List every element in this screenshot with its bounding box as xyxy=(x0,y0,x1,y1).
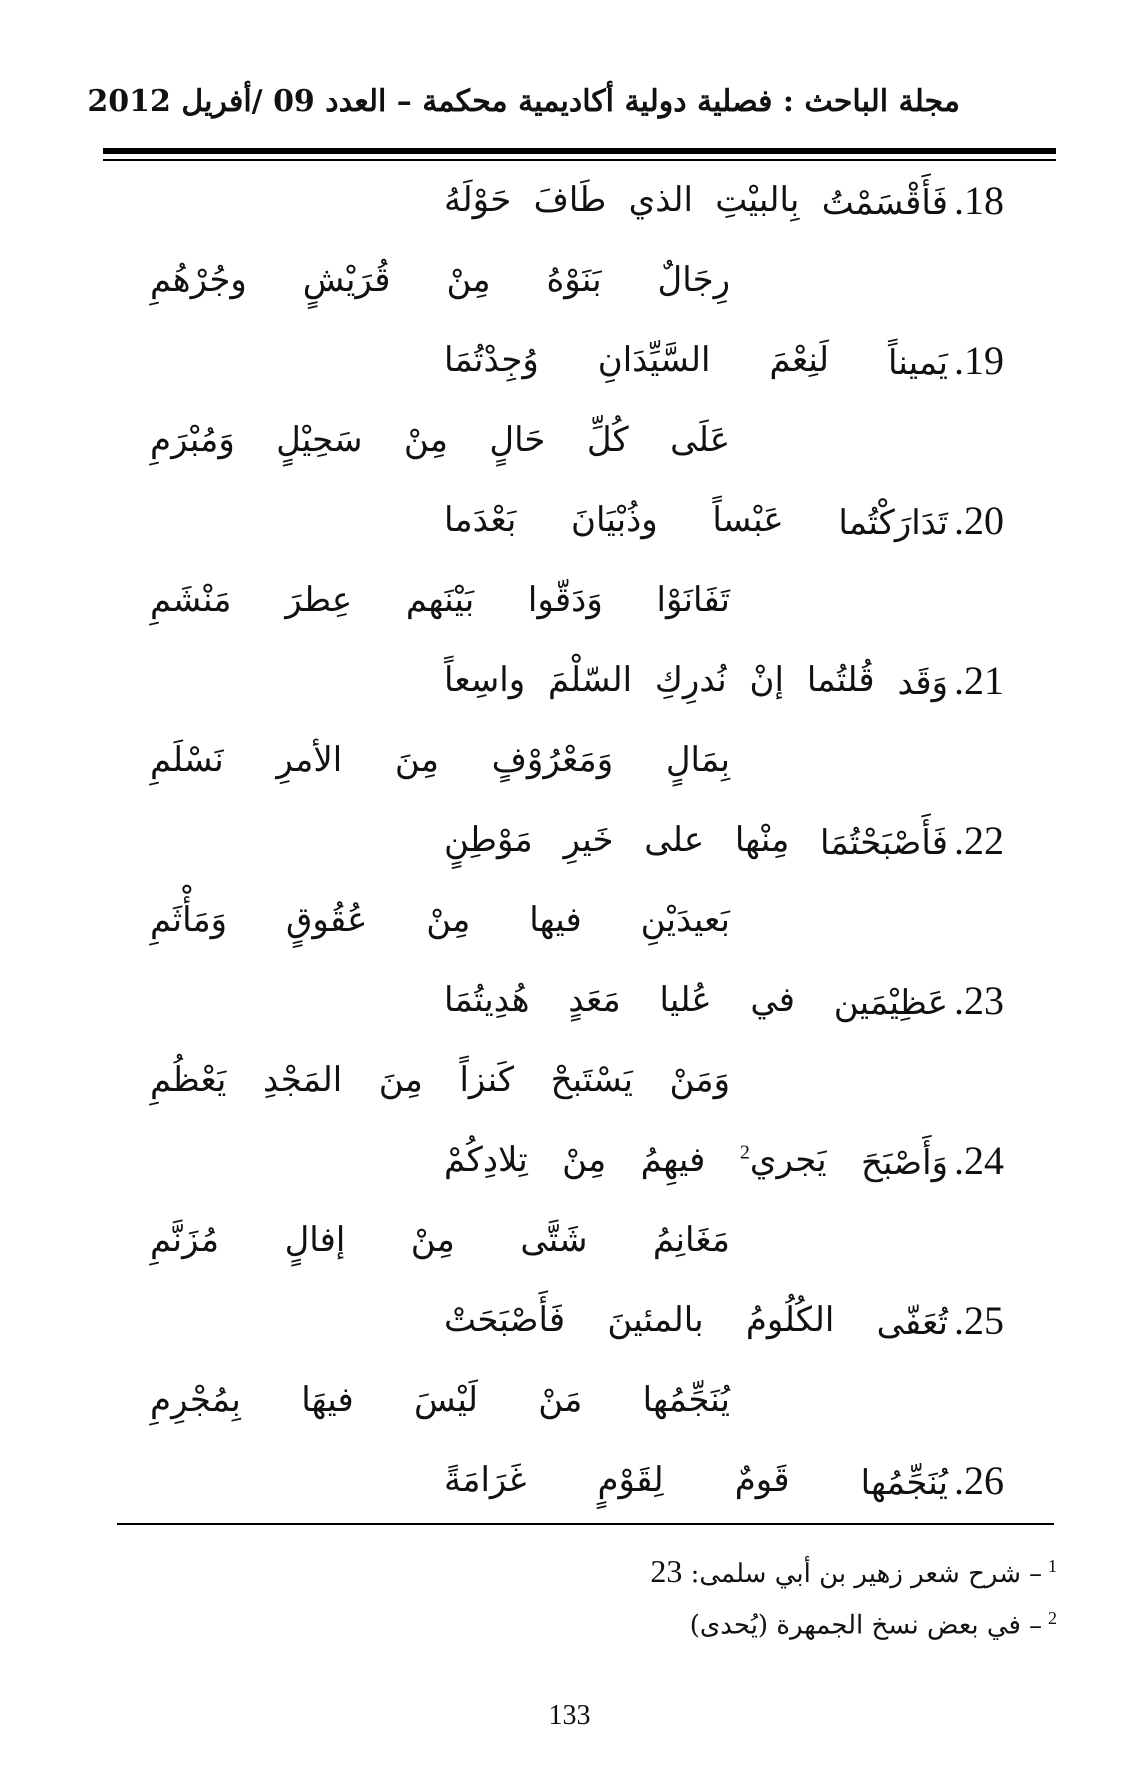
verse-word: سَحِيْلٍ xyxy=(276,420,363,460)
verse-word: يَجري xyxy=(749,1140,827,1180)
verse-word: تَفَانَوْا xyxy=(656,580,730,620)
verse-start xyxy=(861,1457,1004,1504)
verse-word: عَبْساً xyxy=(712,500,784,540)
verse-first-hemistich xyxy=(444,1440,1004,1520)
verse-word: قُلتُما xyxy=(806,660,875,700)
verse-word: تِلادِكُمْ xyxy=(444,1140,528,1180)
header-rule-thick xyxy=(103,148,1056,154)
verse-word: لِقَوْمٍ xyxy=(597,1460,664,1500)
verse-word: وَمَعْرُوْفٍ xyxy=(491,740,614,780)
verse-word: واسِعاً xyxy=(444,660,526,700)
page-number: 133 xyxy=(548,1700,591,1731)
verse-word: عِطرَ xyxy=(285,580,353,620)
footnote-marker: 2 xyxy=(1048,1608,1057,1628)
footnote-separator xyxy=(117,1523,1054,1525)
verse-word: بَعيدَيْنِ xyxy=(640,900,730,940)
verse-start xyxy=(834,977,1004,1024)
verse-word: وَمُبْرَمِ xyxy=(150,420,235,460)
verse-word: مِنْ xyxy=(446,260,491,300)
verse-word: مِنَ xyxy=(378,1060,423,1100)
verse-first-hemistich xyxy=(444,480,1004,560)
verse-first-hemistich xyxy=(444,1280,1004,1360)
verse-word: خَيرِ xyxy=(563,820,614,860)
verse-word: السَّيِّدَانِ xyxy=(597,340,711,380)
verse-word: مِنَ xyxy=(394,740,439,780)
verse-word: وَأَصْبَحَ xyxy=(861,1142,948,1183)
verse-word: على xyxy=(644,820,705,860)
footnote-text: شرح شعر زهير بن أبي سلمى: xyxy=(690,1559,1021,1589)
verse-word: وَقَد xyxy=(897,662,948,703)
verse-word: مَغَانِمُ xyxy=(652,1220,730,1260)
verse-word: وُجِدْتُمَا xyxy=(444,340,539,380)
verse-word: مِنْ xyxy=(403,420,448,460)
verse-word: مِنْ xyxy=(562,1140,607,1180)
verse-word: المَجْدِ xyxy=(262,1060,343,1100)
verse-word: عَظِيْمَين xyxy=(833,982,948,1023)
footnote-1: $^1$–شرح شعر زهير بن أبي سلمى: 23 xyxy=(650,1553,1057,1589)
verse-word: حَوْلَهُ xyxy=(444,180,512,220)
verse-number: 21. xyxy=(954,657,1004,703)
verse-second-hemistich xyxy=(150,1040,730,1120)
verse-start xyxy=(822,177,1004,224)
verse-start xyxy=(897,657,1004,704)
verse-word: بَعْدَما xyxy=(444,500,517,540)
footnote-reference: 2 xyxy=(739,1141,750,1164)
verse-word: يُنَجِّمُها xyxy=(642,1380,730,1420)
verse-word: إنْ xyxy=(749,660,784,700)
verse-number: 20. xyxy=(954,497,1004,543)
verse-word: السّلْمَ xyxy=(548,660,633,700)
verse-first-hemistich xyxy=(444,1120,1004,1200)
verse-second-hemistich xyxy=(150,400,730,480)
verse-first-hemistich xyxy=(444,640,1004,720)
verse-number: 25. xyxy=(954,1297,1004,1343)
verse-word: بِمَالٍ xyxy=(665,740,730,780)
verse-word: شَتَّى xyxy=(520,1220,588,1260)
verse-word: رِجَالٌ xyxy=(657,260,730,300)
verse-word: كَنزاً xyxy=(459,1060,515,1100)
footnote-2: $^2$–في بعض نسخ الجمهرة (يُحدى) xyxy=(689,1608,1057,1641)
verse-word: هُدِيتُمَا xyxy=(444,980,530,1020)
journal-header-title: مجلة الباحث : فصلية دولية أكاديمية محكمة – العدد 09 /أفريل 2012 xyxy=(87,84,960,119)
verse-start xyxy=(861,1137,1004,1184)
verse-word: حَالٍ xyxy=(489,420,546,460)
verse-word: بَنَوْهُ xyxy=(546,260,602,300)
verse-number: 19. xyxy=(954,337,1004,383)
verse-start xyxy=(888,337,1004,384)
verse-number: 18. xyxy=(954,177,1004,223)
verse-word: بالمئينَ xyxy=(607,1300,704,1340)
verse-word: طَافَ xyxy=(533,180,607,220)
verse-word: مِنْ xyxy=(426,900,471,940)
verse-word: مَعَدٍ xyxy=(568,980,621,1020)
verse-number: 26. xyxy=(954,1457,1004,1503)
verse-second-hemistich xyxy=(150,720,730,800)
verse-word: يَميناً xyxy=(888,342,948,383)
verse-word: يُنَجِّمُها xyxy=(860,1462,948,1503)
verse-word: مَنْ xyxy=(538,1380,583,1420)
verse-word: فَأَقْسَمْتُ xyxy=(821,182,948,223)
footnote-text: في بعض نسخ الجمهرة (يُحدى) xyxy=(689,1610,1021,1641)
verse-word: بِمُجْرِمِ xyxy=(150,1380,241,1420)
verse-word: تُعَفّى xyxy=(876,1302,948,1343)
verse-word: مِنْ xyxy=(410,1220,455,1260)
verse-word: تَدَارَكْتُما xyxy=(838,502,948,543)
verse-word: عُقُوقٍ xyxy=(285,900,368,940)
verse-second-hemistich xyxy=(150,240,730,320)
verse-number: 22. xyxy=(954,817,1004,863)
verse-word: قُرَيْشٍ xyxy=(302,260,391,300)
verse-start xyxy=(838,497,1004,544)
verse-word: مُزَنَّمِ xyxy=(150,1220,220,1260)
verse-word: وجُرْهُمِ xyxy=(150,260,247,300)
verse-second-hemistich xyxy=(150,1200,730,1280)
verse-word: بَيْنَهم xyxy=(405,580,475,620)
verse-word: نُدرِكِ xyxy=(654,660,727,700)
verse-word: وذُبْيَانَ xyxy=(571,500,658,540)
verse-start xyxy=(877,1297,1004,1344)
verse-word: في xyxy=(750,980,795,1020)
verse-word: الكُلُومُ xyxy=(745,1300,835,1340)
verse-word: الذي xyxy=(628,180,693,220)
verse-word-with-footnote xyxy=(740,1140,827,1180)
verse-word: مَوْطِنٍ xyxy=(444,820,533,860)
verse-number: 23. xyxy=(954,977,1004,1023)
verse-first-hemistich xyxy=(444,800,1004,880)
verse-word: فيهَا xyxy=(301,1380,354,1420)
verse-word: غَرَامَةً xyxy=(444,1460,527,1500)
footnote-page-ref: 23 xyxy=(650,1553,683,1589)
footnote-marker: 1 xyxy=(1048,1556,1057,1577)
verse-word: مَنْشَمِ xyxy=(150,580,232,620)
verse-word: وَمَأْثَمِ xyxy=(150,900,228,940)
verse-word: عَلَى xyxy=(670,420,730,460)
verse-word: لَنِعْمَ xyxy=(769,340,830,380)
verse-word: يَعْظُمِ xyxy=(150,1060,227,1100)
verse-word: وَدَقّوا xyxy=(527,580,603,620)
verse-word: بِالبيْتِ xyxy=(715,180,800,220)
verse-word: فيهِمُ xyxy=(640,1140,706,1180)
verse-word: قَومٌ xyxy=(734,1460,790,1500)
verse-word: مِنْها xyxy=(734,820,790,860)
verse-first-hemistich xyxy=(444,160,1004,240)
verse-second-hemistich xyxy=(150,560,730,640)
verse-first-hemistich xyxy=(444,320,1004,400)
verse-first-hemistich xyxy=(444,960,1004,1040)
verse-number: 24. xyxy=(954,1137,1004,1183)
verse-word: إفالٍ xyxy=(284,1220,346,1260)
verse-word: فَأَصْبَحْتُمَا xyxy=(820,822,948,863)
verse-word: لَيْسَ xyxy=(414,1380,478,1420)
verse-word: كُلِّ xyxy=(586,420,629,460)
verse-second-hemistich xyxy=(150,1360,730,1440)
verse-word: عُليا xyxy=(659,980,712,1020)
verse-word: الأمرِ xyxy=(276,740,343,780)
verse-second-hemistich xyxy=(150,880,730,960)
verse-word: وَمَنْ xyxy=(669,1060,730,1100)
verse-word: يَسْتَبحْ xyxy=(550,1060,633,1100)
verse-word: فَأَصْبَحَتْ xyxy=(444,1300,566,1340)
verse-start xyxy=(820,817,1004,864)
verse-word: نَسْلَمِ xyxy=(150,740,224,780)
verse-word: فيها xyxy=(529,900,582,940)
